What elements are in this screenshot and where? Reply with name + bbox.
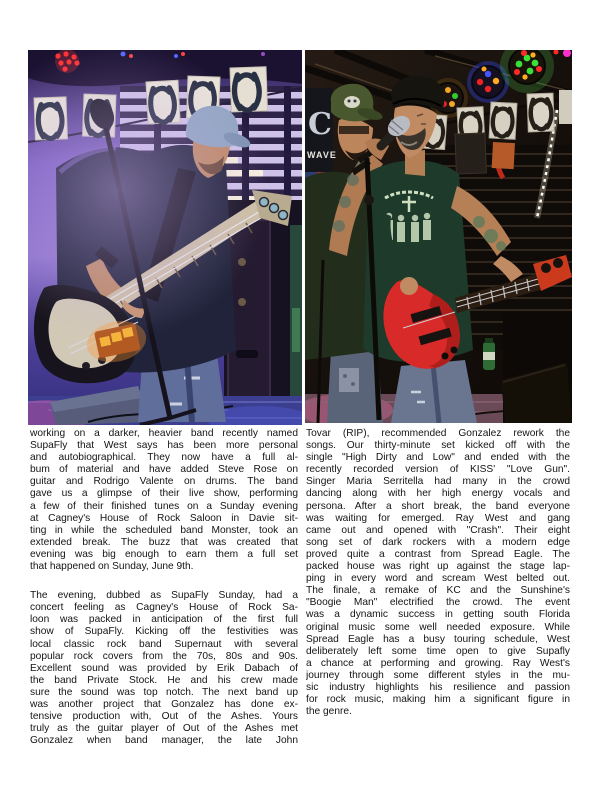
- plucking-hand: [400, 277, 418, 295]
- text-line: ting in while the scheduled band Monster, took an: [30, 524, 298, 536]
- text-line: deliberately left some time open to give Supafly: [306, 645, 570, 657]
- text-line: extended break. The buzz that was created that: [30, 536, 298, 548]
- text-line: the genre.: [306, 706, 352, 718]
- article-column-left: [30, 428, 298, 747]
- text-line: a chance at performing and growing. Ray West's: [306, 657, 570, 669]
- text-line: sic industry highlights his resilience and passion: [306, 681, 570, 693]
- text-line: that happened on Sunday, June 9th.: [30, 561, 194, 573]
- text-line: "Boogie Man" electrified the crowd. The event: [306, 597, 570, 609]
- text-line: SupaFly that West says has been more personal: [30, 440, 298, 452]
- text-line: gave us a glimpse of their live show, performing: [30, 488, 298, 500]
- amp-and-monitor: [501, 312, 572, 423]
- text-line: proved quite a contrast from Spread Eagle. The: [306, 548, 570, 560]
- text-line: loon was packed in anticipation of the first full: [30, 614, 298, 626]
- text-line: journey through some different styles in the mu-: [306, 669, 570, 681]
- text-line: at Cagney's House of Rock Saloon in Davie sit-: [30, 512, 298, 524]
- skull-patch: [344, 96, 360, 108]
- text-line: was a dynamic success in getting south Florida: [306, 609, 570, 621]
- text-line: show of SupaFly. Kicking off the festivities was: [30, 626, 298, 638]
- text-line: recently recorded version of KISS' "Love Gun".: [306, 464, 570, 476]
- paragraph: [30, 590, 298, 747]
- text-line: Tovar (RIP), recommended Gonzalez rework the: [306, 428, 570, 439]
- text-line: bum of material and have added Steve Rose on: [30, 464, 298, 476]
- text-line: concert feeling as Cagney's House of Rock Sa-: [30, 602, 298, 614]
- paragraph: [306, 428, 570, 718]
- water-bottle: [483, 338, 495, 370]
- text-line: song set of dark rockers with a modern edge: [306, 536, 570, 548]
- text-line: packed house was right up against the stage lap-: [306, 561, 570, 573]
- stage-photo-left-art: [28, 50, 302, 425]
- text-line: for rock music, making him a significant figure in: [306, 694, 570, 706]
- text-line: guitar and Rodrigo Valente on drums. The band: [30, 476, 298, 488]
- text-line: sure the sound was top notch. The next band up: [30, 686, 298, 698]
- text-line: the band Private Stock. He and his crew made: [30, 674, 298, 686]
- text-line: single "High Dirty and Low" and ended with the: [306, 452, 570, 464]
- poster-letter: C: [308, 107, 332, 142]
- stage-photo-right: [305, 50, 572, 423]
- text-line: truly as the guitar player of Out of the Ashes met: [30, 723, 298, 735]
- text-line: dancing along with her high energy vocals and: [306, 488, 570, 500]
- text-line: evening was big enough to earn them a full set: [30, 548, 298, 560]
- orange-patch: [492, 142, 515, 169]
- text-line: Excellent sound was provided by Erik Dabach of: [30, 662, 298, 674]
- text-line: tensive production with, Out of the Ashes. Yours: [30, 711, 298, 723]
- text-line: came out and opened with "Crash". Their eight: [306, 524, 570, 536]
- text-line: The finale, a remake of KC and the Sunshine's: [306, 585, 570, 597]
- poster-word: WAVE: [307, 150, 337, 160]
- text-line: Gonzalez when band manager, the late John: [30, 735, 298, 747]
- text-line: popular rock covers from the 70s, 80s and 90s.: [30, 650, 298, 662]
- stage-photo-left: [28, 50, 302, 425]
- paragraph: [30, 428, 298, 573]
- sunglasses: [339, 126, 369, 134]
- stage-photo-right-art: [305, 50, 572, 423]
- text-line: was another project that Gonzalez has done ex-: [30, 698, 298, 710]
- text-line: and autobiographical. They now have a full al-: [30, 452, 298, 464]
- article-column-right: [306, 428, 570, 718]
- text-line: ping in every word and scream West belted out.: [306, 573, 570, 585]
- dark-poster: [455, 133, 486, 174]
- text-line: persona. After a short break, the band everyone: [306, 500, 570, 512]
- text-line: a few of their finished tunes on a Sunday evening: [30, 500, 298, 512]
- text-line: local classic rock band Supernaut with several: [30, 638, 298, 650]
- text-line: Spread Eagle has a busy touring schedule, West: [306, 633, 570, 645]
- text-line: original music some well needed exposure. While: [306, 621, 570, 633]
- text-line: songs. Our thirty-minute set kicked off with the: [306, 440, 570, 452]
- text-line: working on a darker, heavier band recently named: [30, 428, 298, 439]
- text-line: was waiting for emerged. Ray West and gang: [306, 512, 570, 524]
- text-line: The evening, dubbed as SupaFly Sunday, had a: [30, 590, 298, 602]
- text-line: Singer Maria Serritella had many in the crowd: [306, 476, 570, 488]
